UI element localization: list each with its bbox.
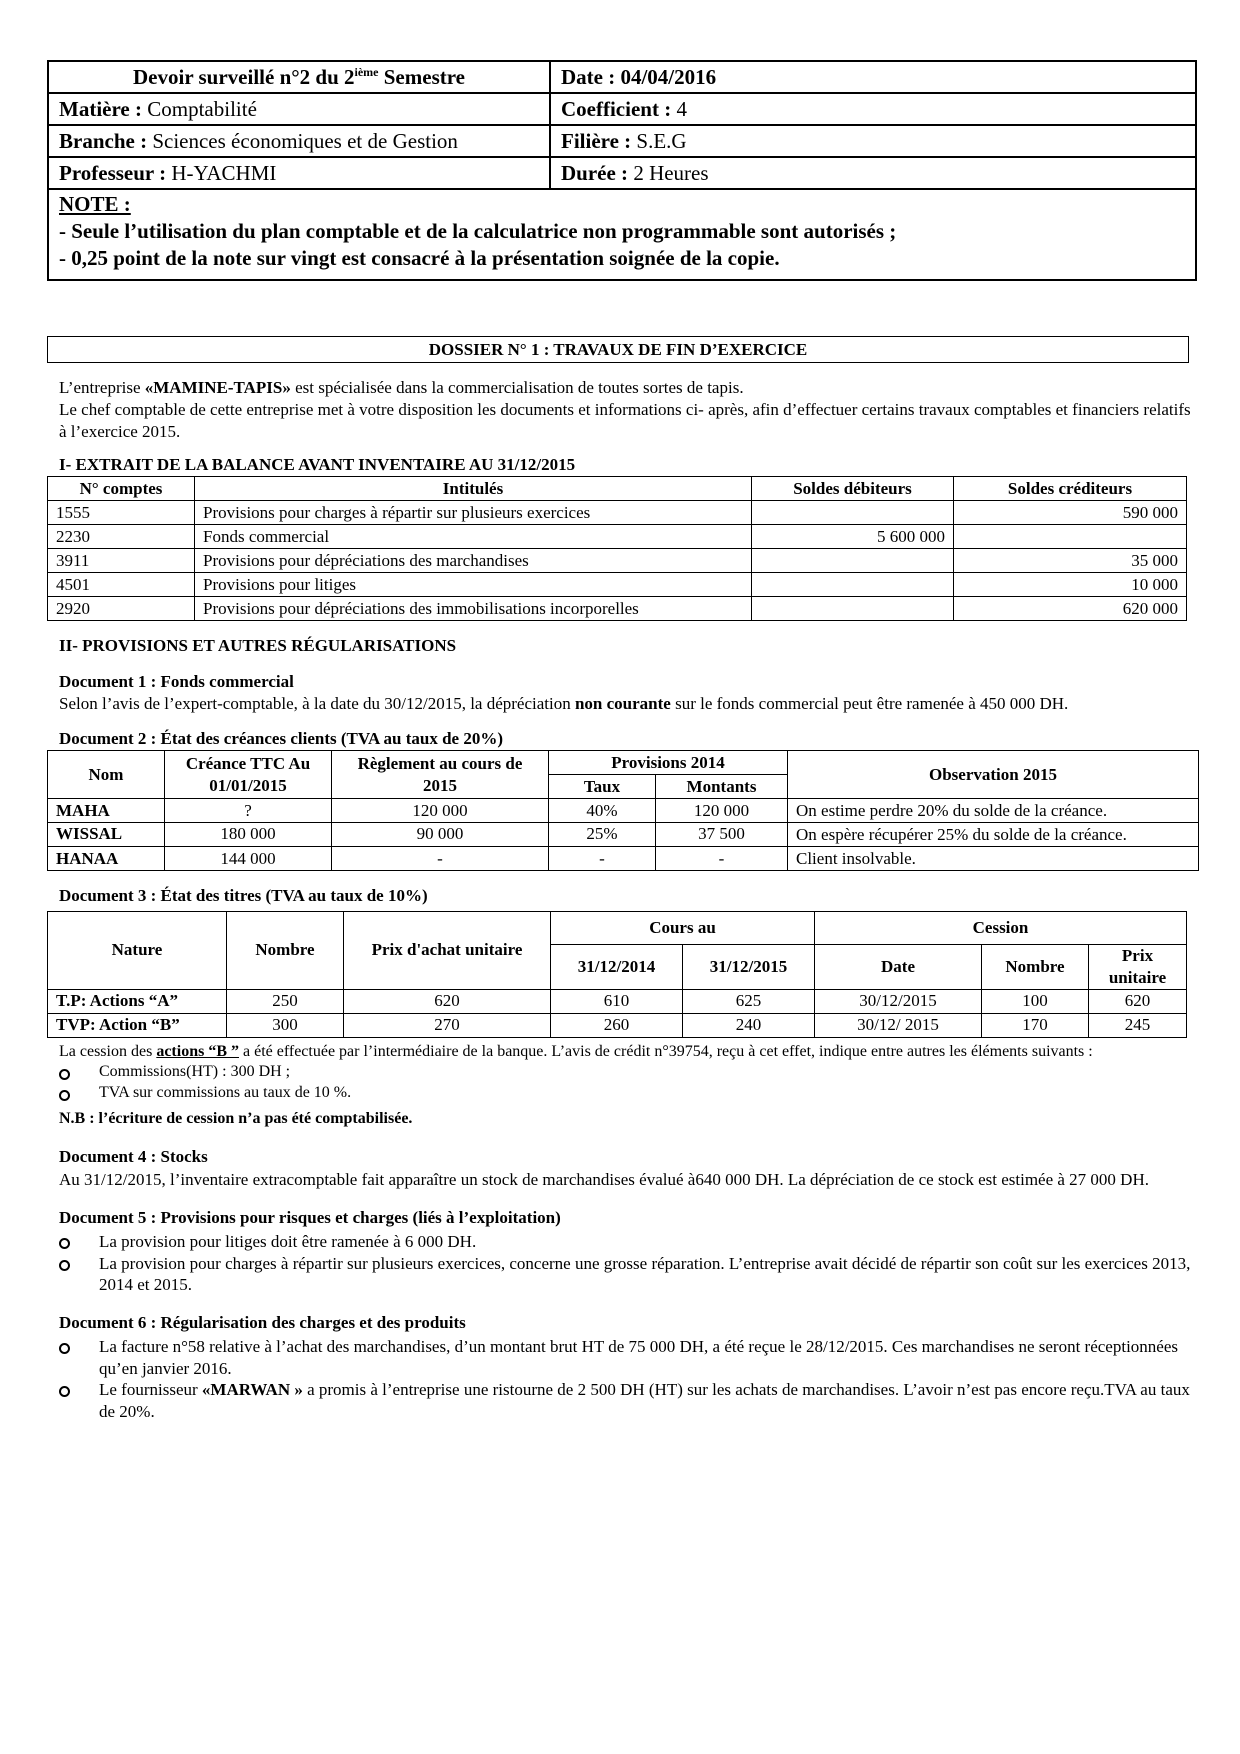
table-row: 1555 Provisions pour charges à répartir sur plusieurs exercices 590 000	[48, 501, 1187, 525]
table-row: HANAA 144 000 - - - Client insolvable.	[48, 847, 1199, 871]
section-2-title: II- PROVISIONS ET AUTRES RÉGULARISATIONS	[59, 636, 457, 655]
table-row: MAHA ? 120 000 40% 120 000 On estime perdre 20% du solde de la créance.	[48, 799, 1199, 823]
doc4-title: Document 4 : Stocks	[59, 1146, 208, 1166]
list-item: Le fournisseur «MARWAN » a promis à l’entreprise une ristourne de 2 500 DH (HT) sur les achats de marchandises. L’avoir n’est pas encore reçu.TVA au taux de 20%.	[59, 1379, 1197, 1423]
list-item: Commissions(HT) : 300 DH ;	[59, 1062, 1197, 1082]
bullet-icon	[59, 1343, 70, 1354]
table-row: 2920 Provisions pour dépréciations des immobilisations incorporelles 620 000	[48, 597, 1187, 621]
table-row: TVP: Action “B” 300 270 260 240 30/12/ 2015 170 245	[48, 1013, 1187, 1037]
dossier-title: DOSSIER N° 1 : TRAVAUX DE FIN D’EXERCICE	[47, 336, 1189, 363]
intro-paragraph-2: Le chef comptable de cette entreprise met à votre disposition les documents et informations ci- après, afin d’effectuer certains travaux comptables et financiers relatifs à l’exercice 2015.	[59, 399, 1191, 441]
table-row: 2230 Fonds commercial 5 600 000	[48, 525, 1187, 549]
note-title: NOTE :	[59, 192, 131, 216]
section-1-title: I- EXTRAIT DE LA BALANCE AVANT INVENTAIRE AU 31/12/2015	[59, 455, 576, 475]
filiere: Filière : S.E.G	[550, 125, 1196, 157]
creances-table: Nom Créance TTC Au 01/01/2015 Règlement au cours de 2015 Provisions 2014 Observation 2015 Taux Montants MAHA ? 120 000 40% 120 000 On estime perdre 20% du solde de la créance. WISSAL 180 000 90 000 25% 37 500 On espère récupérer 25% du solde de la créance. HANAA 144 000 - - - Client insolvable.	[47, 750, 1199, 871]
intro-paragraph: L’entreprise «MAMINE-TAPIS» est spécialisée dans la commercialisation de toutes sortes de tapis.	[59, 378, 744, 397]
table-row: 4501 Provisions pour litiges 10 000	[48, 573, 1187, 597]
doc3-title: Document 3 : État des titres (TVA au taux de 10%)	[59, 886, 428, 905]
table-row: WISSAL 180 000 90 000 25% 37 500 On espère récupérer 25% du solde de la créance.	[48, 823, 1199, 847]
note-box	[47, 190, 1197, 281]
table-row: 3911 Provisions pour dépréciations des marchandises 35 000	[48, 549, 1187, 573]
branche: Branche : Sciences économiques et de Gestion	[48, 125, 550, 157]
doc5-title: Document 5 : Provisions pour risques et charges (liés à l’exploitation)	[59, 1208, 561, 1228]
bullet-icon	[59, 1260, 70, 1271]
doc3-text: La cession des actions “B ” a été effectuée par l’intermédiaire de la banque. L’avis de crédit n°39754, reçu à cet effet, indique entre autres les éléments suivants :	[59, 1042, 1093, 1060]
bullet-icon	[59, 1090, 70, 1101]
bullet-icon	[59, 1069, 70, 1080]
doc3-nb: N.B : l’écriture de cession n’a pas été comptabilisée.	[59, 1110, 413, 1128]
note-item: - Seule l’utilisation du plan comptable et de la calculatrice non programmable sont autorisés ;	[59, 218, 897, 243]
matiere: Matière : Comptabilité	[48, 93, 550, 125]
doc6-title: Document 6 : Régularisation des charges et des produits	[59, 1313, 466, 1333]
header-table	[47, 60, 1197, 190]
exam-date: Date : 04/04/2016	[550, 61, 1196, 93]
doc4-text: Au 31/12/2015, l’inventaire extracomptable fait apparaître un stock de marchandises évalué à640 000 DH. La dépréciation de ce stock est estimée à 27 000 DH.	[59, 1170, 1149, 1190]
doc1-text: Selon l’avis de l’expert-comptable, à la date du 30/12/2015, la dépréciation non courante sur le fonds commercial peut être ramenée à 450 000 DH.	[59, 693, 1069, 713]
bullet-icon	[59, 1238, 70, 1249]
professeur: Professeur : H-YACHMI	[48, 157, 550, 189]
note-item: - 0,25 point de la note sur vingt est consacré à la présentation soignée de la copie.	[59, 245, 780, 270]
list-item: La provision pour litiges doit être ramenée à 6 000 DH.	[59, 1231, 1197, 1253]
exam-page	[47, 60, 1197, 1423]
list-item: La facture n°58 relative à l’achat des marchandises, d’un montant brut HT de 75 000 DH, a été reçue le 28/12/2015. Ces marchandises ne seront réceptionnées qu’en janvier 2016.	[59, 1336, 1197, 1380]
balance-table: N° comptes Intitulés Soldes débiteurs Soldes créditeurs 1555 Provisions pour charges à répartir sur plusieurs exercices 590 000 2230 Fonds commercial 5 600 000 3911 Provisions pour dépréciations des marchandises 35 000 4501 Provisions pour litiges 10 000 2920 Provisions pour dépréciations des immobilisations incorporelles 620 000	[47, 476, 1187, 621]
list-item: TVA sur commissions au taux de 10 %.	[59, 1083, 1197, 1103]
exam-title: Devoir surveillé n°2 du 2ième Semestre	[48, 61, 550, 93]
coefficient: Coefficient : 4	[550, 93, 1196, 125]
doc2-title: Document 2 : État des créances clients (TVA au taux de 20%)	[59, 729, 504, 749]
doc1-title: Document 1 : Fonds commercial	[59, 671, 294, 691]
bullet-icon	[59, 1386, 70, 1397]
list-item: La provision pour charges à répartir sur plusieurs exercices, concerne une grosse réparation. L’entreprise avait décidé de répartir son coût sur les exercices 2013, 2014 et 2015.	[59, 1253, 1197, 1297]
table-row: T.P: Actions “A” 250 620 610 625 30/12/2015 100 620	[48, 989, 1187, 1013]
duree: Durée : 2 Heures	[550, 157, 1196, 189]
titres-table: Nature Nombre Prix d'achat unitaire Cours au Cession 31/12/2014 31/12/2015 Date Nombre Prix unitaire T.P: Actions “A” 250 620 610 625 30/12/2015 100 620 TVP: Action “B” 300 270 260 240 30/12/ 2015 170 245	[47, 911, 1187, 1038]
